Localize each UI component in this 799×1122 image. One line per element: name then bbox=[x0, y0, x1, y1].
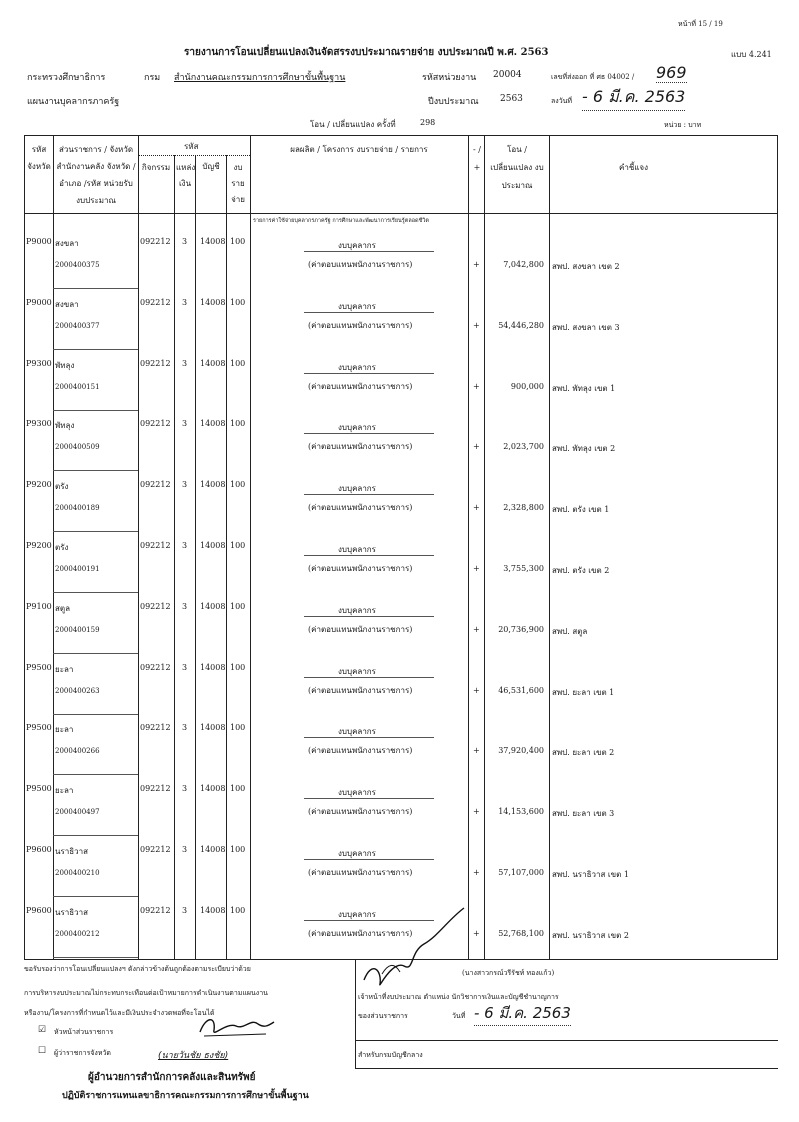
cell-detail: (ค่าตอบแทนพนักงานราชการ) bbox=[308, 564, 413, 573]
cell-sign: + bbox=[473, 442, 480, 452]
unit-label: หน่วย : บาท bbox=[664, 121, 702, 129]
fiscal-year-label: ปีงบประมาณ bbox=[428, 97, 479, 107]
cell-agency-code: 2000400212 bbox=[55, 929, 100, 938]
unit-code: 20004 bbox=[493, 70, 522, 80]
cell-account: 14008 bbox=[200, 784, 226, 794]
cell-source: 3 bbox=[182, 419, 188, 429]
transfer-table bbox=[24, 135, 778, 960]
table-row bbox=[24, 292, 778, 350]
cell-account: 14008 bbox=[200, 480, 226, 490]
ministry-label: กระทรวงศึกษาธิการ bbox=[27, 73, 106, 83]
cell-account: 14008 bbox=[200, 723, 226, 733]
officer-position: เจ้าหน้าที่งบประมาณ ตำแหน่ง นักวิชาการเงินและบัญชีชำนาญการ bbox=[358, 993, 559, 1001]
cell-province-code: P9200 bbox=[26, 480, 52, 490]
cell-note: สพป. ยะลา เขต 3 bbox=[552, 809, 615, 819]
cell-agency: นราธิวาส bbox=[55, 907, 89, 917]
row-rule bbox=[53, 714, 138, 715]
cell-activity: 092212 bbox=[140, 662, 171, 672]
cell-sign: + bbox=[473, 685, 480, 695]
table-row bbox=[24, 474, 778, 532]
cell-source: 3 bbox=[182, 237, 188, 246]
officer-name: (นางสาวกรณ์วรีรัชท์ ทองแก้ว) bbox=[462, 969, 555, 977]
cell-province-code: P9600 bbox=[26, 905, 52, 915]
cell-sign: + bbox=[473, 868, 480, 877]
row-rule bbox=[53, 592, 138, 593]
row-rule bbox=[304, 859, 434, 860]
cell-agency: สงขลา bbox=[55, 239, 79, 248]
director-signature bbox=[196, 1012, 276, 1040]
cell-agency: สตูล bbox=[55, 603, 70, 613]
date-label: ลงวันที่ bbox=[551, 97, 573, 105]
check-governor-label: ผู้ว่าราชการจังหวัด bbox=[54, 1049, 111, 1057]
cell-detail: (ค่าตอบแทนพนักงานราชการ) bbox=[308, 746, 413, 756]
cell-account: 14008 bbox=[200, 905, 226, 915]
transfer-number: 298 bbox=[420, 118, 436, 127]
director-title-2: ปฏิบัติราชการแทนเลขาธิการคณะกรรมการการศึกษาขั้นพื้นฐาน bbox=[62, 1091, 309, 1101]
cell-activity: 092212 bbox=[140, 723, 171, 733]
certification-line-3: หรืองาน/โครงการที่กำหนดไว้และมีเงินประจำงวดพอที่จะโอนได้ bbox=[24, 1009, 215, 1017]
header-agency: ส่วนราชการ / จังหวัด สำนักงานคลัง จังหวัด / อำเภอ /รหัส หน่วยรับงบประมาณ bbox=[56, 145, 136, 205]
row-rule bbox=[304, 373, 434, 374]
header-output: ผลผลิต / โครงการ งบรายจ่าย / รายการ bbox=[290, 145, 428, 154]
cell-sign: + bbox=[473, 381, 480, 391]
cell-sign: + bbox=[473, 928, 480, 938]
header-code: รหัส bbox=[184, 142, 199, 151]
row-rule bbox=[304, 677, 434, 678]
cell-account: 14008 bbox=[200, 541, 226, 550]
transfer-label: โอน / เปลี่ยนแปลง ครั้งที่ bbox=[310, 120, 396, 129]
cell-activity: 092212 bbox=[140, 541, 171, 550]
cell-item: งบบุคลากร bbox=[338, 909, 376, 919]
row-rule bbox=[304, 616, 434, 617]
doc-number-label: เลขที่ส่งออก ที่ ศธ 04002 / bbox=[551, 73, 635, 81]
cell-note: สพป. ตรัง เขต 2 bbox=[552, 566, 610, 575]
cell-item: งบบุคลากร bbox=[338, 362, 376, 372]
cell-activity: 092212 bbox=[140, 237, 171, 246]
cell-activity: 092212 bbox=[140, 358, 171, 368]
table-row bbox=[24, 231, 778, 289]
table-row bbox=[24, 717, 778, 775]
header-sign: - / + bbox=[473, 145, 481, 172]
certification-line-1: ขอรับรองว่าการโอนเปลี่ยนแปลงฯ ดังกล่าวข้างต้นถูกต้องตามระเบียบว่าด้วย bbox=[24, 965, 251, 973]
cell-agency-code: 2000400210 bbox=[55, 869, 100, 877]
officer-agency: ของส่วนราชการ bbox=[358, 1012, 408, 1020]
row-rule bbox=[304, 494, 434, 495]
cell-note: สพป. นราธิวาส เขต 1 bbox=[552, 870, 629, 879]
header-note: คำชี้แจง bbox=[619, 163, 649, 172]
row-rule bbox=[53, 531, 138, 532]
cell-agency-code: 2000400375 bbox=[55, 261, 100, 269]
cell-activity: 092212 bbox=[140, 419, 171, 429]
cell-province-code: P9300 bbox=[26, 419, 52, 429]
cell-activity: 092212 bbox=[140, 845, 171, 854]
cell-note: สพป. สงขลา เขต 2 bbox=[552, 262, 620, 271]
department-name: สำนักงานคณะกรรมการการศึกษาขั้นพื้นฐาน bbox=[174, 73, 346, 83]
unit-code-label: รหัสหน่วยงาน bbox=[422, 73, 477, 83]
cell-note: สพป. สตูล bbox=[552, 626, 588, 636]
plan-label: แผนงานบุคลากรภาครัฐ bbox=[27, 97, 120, 107]
cell-detail: (ค่าตอบแทนพนักงานราชการ) bbox=[308, 868, 413, 877]
cell-budget-type: 100 bbox=[230, 541, 246, 550]
table-row bbox=[24, 596, 778, 654]
cell-item: งบบุคลากร bbox=[338, 666, 376, 676]
cell-note: สพป. สงขลา เขต 3 bbox=[552, 322, 620, 332]
cell-activity: 092212 bbox=[140, 905, 171, 915]
cell-amount: 900,000 bbox=[510, 381, 544, 391]
comptroller-label: สำหรับกรมบัญชีกลาง bbox=[358, 1051, 423, 1059]
officer-date: - 6 มี.ค. 2563 bbox=[474, 1001, 571, 1026]
cell-note: สพป. พัทลุง เขต 2 bbox=[552, 444, 616, 454]
cell-source: 3 bbox=[182, 601, 188, 611]
table-row bbox=[24, 657, 778, 715]
header-account: บัญชี bbox=[202, 162, 220, 171]
cell-agency-code: 2000400189 bbox=[55, 504, 100, 513]
cell-note: สพป. ตรัง เขต 1 bbox=[552, 505, 610, 515]
cell-note: สพป. นราธิวาส เขต 2 bbox=[552, 930, 629, 940]
cell-account: 14008 bbox=[200, 845, 226, 854]
row-rule bbox=[53, 957, 138, 958]
cell-budget-type: 100 bbox=[230, 480, 246, 490]
cell-agency-code: 2000400191 bbox=[55, 565, 100, 573]
cell-item: งบบุคลากร bbox=[338, 423, 376, 433]
cell-item: งบบุคลากร bbox=[338, 301, 376, 311]
table-row bbox=[24, 778, 778, 836]
cell-agency: ยะลา bbox=[55, 725, 74, 735]
cell-note: สพป. พัทลุง เขต 1 bbox=[552, 383, 616, 393]
cell-source: 3 bbox=[182, 358, 188, 368]
cell-sign: + bbox=[473, 320, 480, 330]
cell-source: 3 bbox=[182, 541, 188, 550]
cell-detail: (ค่าตอบแทนพนักงานราชการ) bbox=[308, 928, 413, 938]
cell-budget-type: 100 bbox=[230, 662, 246, 672]
table-row bbox=[24, 839, 778, 897]
cell-budget-type: 100 bbox=[230, 297, 246, 307]
program-note: รายการค่าใช้จ่ายบุคลากรภาครัฐ การศึกษาและพัฒนาการเรียนรู้ตลอดชีวิต bbox=[253, 218, 429, 224]
cell-account: 14008 bbox=[200, 662, 226, 672]
cell-amount: 37,920,400 bbox=[498, 746, 544, 756]
cell-source: 3 bbox=[182, 784, 188, 794]
cell-agency: ตรัง bbox=[55, 482, 69, 492]
cell-item: งบบุคลากร bbox=[338, 788, 376, 798]
cell-detail: (ค่าตอบแทนพนักงานราชการ) bbox=[308, 624, 413, 634]
fiscal-year: 2563 bbox=[500, 94, 523, 104]
checkbox-head-of-agency[interactable]: ☑ bbox=[38, 1025, 47, 1035]
row-rule bbox=[53, 653, 138, 654]
table-row bbox=[24, 413, 778, 471]
cell-agency-code: 2000400266 bbox=[55, 747, 100, 756]
cell-amount: 52,768,100 bbox=[498, 928, 544, 938]
cell-source: 3 bbox=[182, 480, 188, 490]
cell-province-code: P9200 bbox=[26, 541, 52, 550]
cell-detail: (ค่าตอบแทนพนักงานราชการ) bbox=[308, 503, 413, 513]
header-budget-type: งบ รายจ่าย bbox=[231, 163, 245, 204]
report-title: รายงานการโอนเปลี่ยนแปลงเงินจัดสรรงบประมาณรายจ่าย งบประมาณปี พ.ศ. 2563 bbox=[184, 47, 549, 58]
row-rule bbox=[304, 737, 434, 738]
cell-source: 3 bbox=[182, 905, 188, 915]
cell-province-code: P9300 bbox=[26, 358, 52, 368]
cell-sign: + bbox=[473, 746, 480, 756]
certification-line-2: การบริหารงบประมาณไม่กระทบกระเทือนต่อเป้าหมายการดำเนินงานตามแผนงาน bbox=[24, 989, 268, 997]
cell-agency-code: 2000400263 bbox=[55, 686, 100, 695]
cell-budget-type: 100 bbox=[230, 237, 246, 246]
cell-item: งบบุคลากร bbox=[338, 545, 376, 554]
row-rule bbox=[53, 410, 138, 411]
cell-budget-type: 100 bbox=[230, 419, 246, 429]
cell-province-code: P9500 bbox=[26, 784, 52, 794]
cell-amount: 54,446,280 bbox=[498, 320, 544, 330]
cell-detail: (ค่าตอบแทนพนักงานราชการ) bbox=[308, 442, 413, 452]
director-name: (นายวันชัย ธงชัย) bbox=[158, 1051, 229, 1061]
header-source: แหล่ง เงิน bbox=[176, 163, 196, 188]
row-rule bbox=[53, 774, 138, 775]
table-row bbox=[24, 353, 778, 411]
cell-item: งบบุคลากร bbox=[338, 605, 376, 615]
cell-detail: (ค่าตอบแทนพนักงานราชการ) bbox=[308, 807, 413, 817]
cell-sign: + bbox=[473, 624, 480, 634]
cell-province-code: P9500 bbox=[26, 723, 52, 733]
cell-province-code: P9600 bbox=[26, 845, 52, 854]
cell-item: งบบุคลากร bbox=[338, 484, 376, 494]
cell-sign: + bbox=[473, 564, 480, 573]
cell-agency: พัทลุง bbox=[55, 360, 75, 370]
officer-date-label: วันที่ bbox=[452, 1012, 466, 1020]
cell-amount: 57,107,000 bbox=[498, 868, 544, 877]
form-code: แบบ 4.241 bbox=[731, 50, 772, 59]
doc-number: 969 bbox=[656, 63, 687, 82]
cell-account: 14008 bbox=[200, 297, 226, 307]
cell-detail: (ค่าตอบแทนพนักงานราชการ) bbox=[308, 320, 413, 330]
cell-budget-type: 100 bbox=[230, 784, 246, 794]
cell-agency: ยะลา bbox=[55, 664, 74, 674]
cell-budget-type: 100 bbox=[230, 845, 246, 854]
cell-activity: 092212 bbox=[140, 297, 171, 307]
cell-agency: สงขลา bbox=[55, 299, 79, 309]
cell-source: 3 bbox=[182, 723, 188, 733]
director-title-1: ผู้อำนวยการสำนักการคลังและสินทรัพย์ bbox=[88, 1072, 256, 1083]
header-amount: โอน / เปลี่ยนแปลง งบประมาณ bbox=[490, 145, 544, 190]
cell-province-code: P9100 bbox=[26, 601, 52, 611]
report-date: - 6 มี.ค. 2563 bbox=[582, 85, 685, 111]
cell-note: สพป. ยะลา เขต 1 bbox=[552, 687, 615, 697]
row-rule bbox=[53, 349, 138, 350]
cell-sign: + bbox=[473, 503, 480, 513]
cell-agency: ตรัง bbox=[55, 543, 69, 552]
cell-budget-type: 100 bbox=[230, 601, 246, 611]
cell-account: 14008 bbox=[200, 358, 226, 368]
department-prefix: กรม bbox=[144, 73, 161, 83]
cell-amount: 14,153,600 bbox=[498, 807, 544, 817]
row-rule bbox=[304, 798, 434, 799]
row-rule bbox=[304, 555, 434, 556]
cell-agency-code: 2000400377 bbox=[55, 321, 100, 330]
cell-amount: 7,042,800 bbox=[503, 260, 544, 269]
cell-note: สพป. ยะลา เขต 2 bbox=[552, 748, 615, 758]
cell-agency: พัทลุง bbox=[55, 421, 75, 431]
cell-detail: (ค่าตอบแทนพนักงานราชการ) bbox=[308, 381, 413, 391]
cell-activity: 092212 bbox=[140, 601, 171, 611]
cell-sign: + bbox=[473, 807, 480, 817]
row-rule bbox=[53, 288, 138, 289]
page-number: หน้าที่ 15 / 19 bbox=[678, 20, 723, 28]
cell-amount: 3,755,300 bbox=[503, 564, 544, 573]
row-rule bbox=[304, 433, 434, 434]
header-activity: กิจกรรม bbox=[141, 163, 171, 172]
cell-agency-code: 2000400497 bbox=[55, 808, 100, 817]
cell-item: งบบุคลากร bbox=[338, 849, 376, 858]
cell-budget-type: 100 bbox=[230, 905, 246, 915]
cell-activity: 092212 bbox=[140, 480, 171, 490]
cell-budget-type: 100 bbox=[230, 358, 246, 368]
cell-province-code: P9000 bbox=[26, 237, 52, 246]
cell-agency: นราธิวาส bbox=[55, 847, 89, 856]
cell-agency-code: 2000400509 bbox=[55, 443, 100, 452]
row-rule bbox=[304, 251, 434, 252]
cell-province-code: P9000 bbox=[26, 297, 52, 307]
cell-agency-code: 2000400151 bbox=[55, 382, 100, 391]
cell-agency: ยะลา bbox=[55, 786, 74, 796]
checkbox-governor[interactable]: ☐ bbox=[38, 1046, 47, 1056]
cell-sign: + bbox=[473, 260, 480, 269]
cell-province-code: P9500 bbox=[26, 662, 52, 672]
table-row bbox=[24, 535, 778, 593]
header-province-code: รหัส จังหวัด bbox=[27, 145, 51, 171]
cell-amount: 2,023,700 bbox=[503, 442, 544, 452]
row-rule bbox=[53, 835, 138, 836]
row-rule bbox=[304, 312, 434, 313]
cell-source: 3 bbox=[182, 662, 188, 672]
cell-source: 3 bbox=[182, 845, 188, 854]
cell-account: 14008 bbox=[200, 419, 226, 429]
cell-activity: 092212 bbox=[140, 784, 171, 794]
check-head-of-agency-label: หัวหน้าส่วนราชการ bbox=[54, 1028, 114, 1036]
cell-detail: (ค่าตอบแทนพนักงานราชการ) bbox=[308, 685, 413, 695]
officer-signature bbox=[352, 900, 472, 990]
row-rule bbox=[53, 470, 138, 471]
cell-detail: (ค่าตอบแทนพนักงานราชการ) bbox=[308, 260, 413, 269]
cell-amount: 2,328,800 bbox=[503, 503, 544, 513]
cell-amount: 20,736,900 bbox=[498, 624, 544, 634]
cell-item: งบบุคลากร bbox=[338, 727, 376, 737]
cell-source: 3 bbox=[182, 297, 188, 307]
cell-account: 14008 bbox=[200, 237, 226, 246]
cell-budget-type: 100 bbox=[230, 723, 246, 733]
cell-agency-code: 2000400159 bbox=[55, 625, 100, 634]
row-rule bbox=[53, 896, 138, 897]
cell-account: 14008 bbox=[200, 601, 226, 611]
cell-item: งบบุคลากร bbox=[338, 241, 376, 250]
cell-amount: 46,531,600 bbox=[498, 685, 544, 695]
